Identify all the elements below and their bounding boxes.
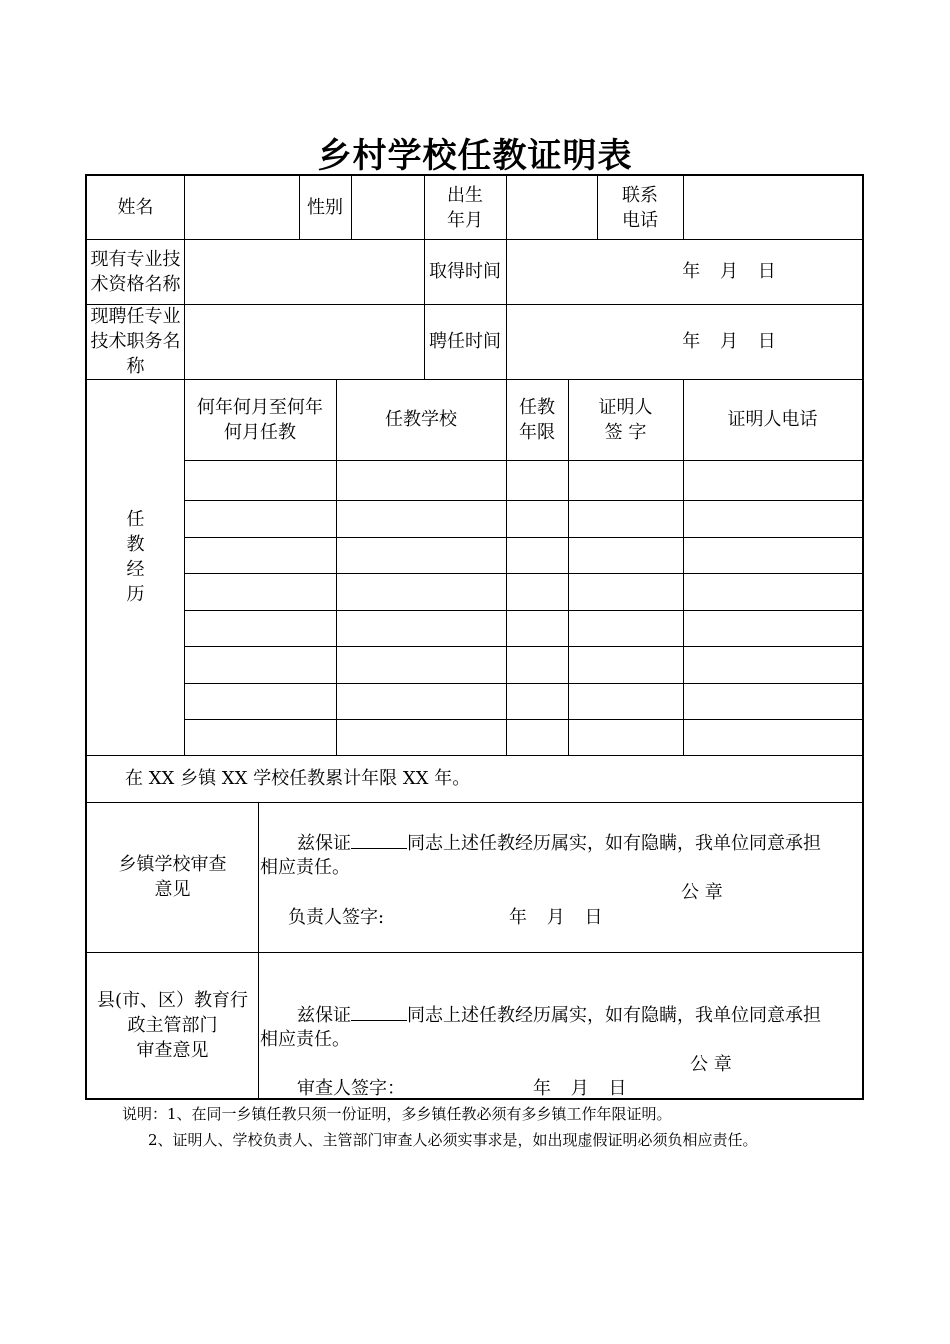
years-header-line2: 年限 [519,421,555,443]
obtained-time-label [424,239,506,304]
guarantee-body: 同志上述任教经历属实，如有隐瞒，我单位同意承担 [407,1005,821,1026]
contact-label [597,176,683,239]
name-field[interactable] [184,176,299,239]
name-label-text: 姓名 [117,197,154,218]
town-guarantee-line2: 相应责任。 [260,857,350,878]
side-char: 任 [126,509,145,530]
town-review-label-line1: 乡镇学校审查 [118,854,227,875]
years-header-line1: 任教 [519,396,555,418]
county-signer: 审查人签字： [297,1078,405,1099]
contact-field[interactable] [683,176,862,239]
experience-side-label [87,379,184,755]
county-review-label-line1: 县(市、区）教育行 [96,989,249,1011]
witness-phone-header [683,379,862,460]
appointed-time-text: 聘任时间 [429,331,501,352]
gender-label-text: 性别 [307,197,343,218]
qualification-label-line2: 术资格名称 [90,273,181,295]
qualification-label [87,239,184,304]
position-label-line3: 称 [126,356,145,377]
county-seal: 公 章 [690,1054,732,1075]
row-divider [184,610,862,611]
period-header-line1: 何年何月至何年 [197,396,323,418]
guarantee-body: 同志上述任教经历属实，如有隐瞒，我单位同意承担 [407,833,821,854]
obtained-date-text: 年 月 日 [682,261,776,282]
witness-header [568,379,683,460]
witness-header-line2: 签 字 [604,421,647,443]
county-date: 年 月 日 [533,1078,627,1099]
witness-phone-header-text: 证明人电话 [727,409,818,430]
school-header-text: 任教学校 [385,409,457,430]
row-divider [184,646,862,647]
contact-label-line2: 电话 [622,209,658,231]
period-header [184,379,336,460]
position-label [87,304,184,379]
birth-label-line1: 出生 [447,184,483,206]
town-review-label [87,802,258,952]
summary-text: 在 XX 乡镇 XX 学校任教累计年限 XX 年。 [125,768,471,789]
town-guarantee-line [297,830,821,856]
form-title: 乡村学校任教证明表 [317,136,633,176]
town-signer: 负责人签字: [288,907,385,928]
town-seal: 公 章 [681,882,723,903]
county-review-label-line2: 政主管部门 [127,1014,218,1036]
birth-label-line2: 年月 [447,209,483,231]
town-review-label-line2: 意见 [154,879,191,900]
name-blank[interactable] [351,830,407,849]
qualification-field[interactable] [184,239,424,304]
qualification-label-line1: 现有专业技 [90,248,181,270]
certification-form [85,174,864,1100]
period-header-line2: 何月任教 [224,421,296,443]
side-char: 历 [126,584,145,605]
position-field[interactable] [184,304,424,379]
row-divider [184,683,862,684]
note-line-1: 说明：1、在同一乡镇任教只须一份证明，多乡镇任教必须有多乡镇工作年限证明。 [122,1105,672,1123]
county-guarantee-line2: 相应责任。 [260,1029,350,1050]
witness-header-line1: 证明人 [598,396,653,418]
row-divider [184,460,862,461]
gender-field[interactable] [351,176,424,239]
contact-label-line1: 联系 [622,184,658,206]
appointed-time-label [424,304,506,379]
gender-label [299,176,351,239]
name-blank[interactable] [351,1002,407,1021]
years-header [506,379,568,460]
row-divider [87,755,862,756]
town-date: 年 月 日 [509,907,603,928]
row-divider [184,573,862,574]
obtained-time-text: 取得时间 [429,261,501,282]
birth-field[interactable] [506,176,597,239]
appointed-date-field[interactable] [506,304,862,379]
side-char: 教 [126,534,145,555]
col-divider [258,802,259,1098]
position-label-line2: 技术职务名 [90,331,181,352]
row-divider [184,500,862,501]
appointed-date-text: 年 月 日 [682,331,776,352]
obtained-date-field[interactable] [506,239,862,304]
row-divider [184,537,862,538]
birth-label [424,176,506,239]
county-review-label-line3: 审查意见 [136,1039,209,1061]
guarantee-prefix: 兹保证 [297,833,351,854]
row-divider [184,719,862,720]
school-header [336,379,506,460]
note-line-2: 2、证明人、学校负责人、主管部门审查人必须实事求是，如出现虚假证明必须负相应责任。 [148,1131,758,1149]
name-label [87,176,184,239]
county-guarantee-line [297,1002,821,1028]
county-review-label [87,952,258,1098]
guarantee-prefix: 兹保证 [297,1005,351,1026]
side-char: 经 [126,559,145,580]
position-label-line1: 现聘任专业 [90,306,181,327]
